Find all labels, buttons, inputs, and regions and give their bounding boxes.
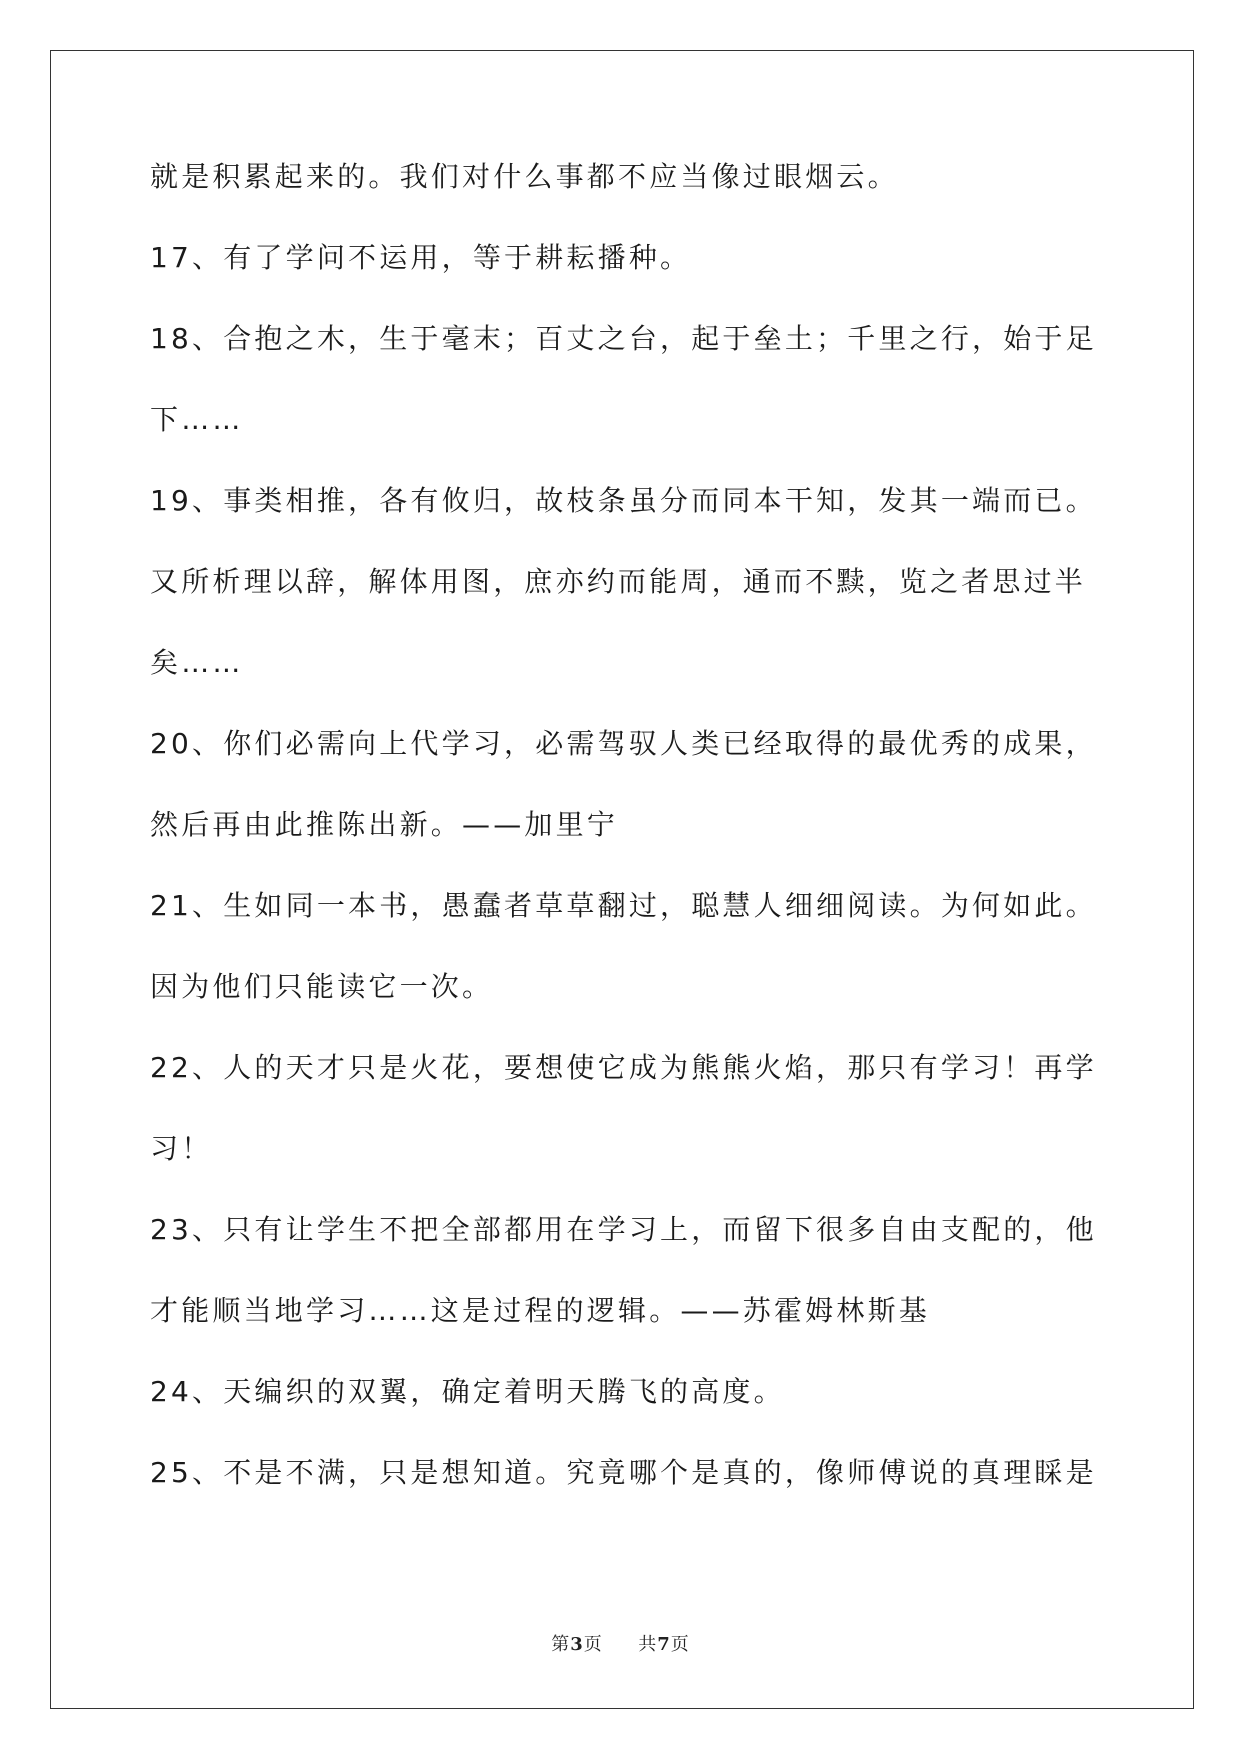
text-line: 22、人的天才只是火花，要想使它成为熊熊火焰，那只有学习！再学 <box>150 1051 1097 1084</box>
text-line: 19、事类相推，各有攸归，故枝条虽分而同本干知，发其一端而已。 <box>150 484 1097 517</box>
text-line: 然后再由此推陈出新。——加里宁 <box>150 808 619 841</box>
text-line: 下…… <box>150 403 244 436</box>
text-line: 17、有了学问不运用，等于耕耘播种。 <box>150 241 692 274</box>
text-line: 24、天编织的双翼，确定着明天腾飞的高度。 <box>150 1375 785 1408</box>
document-body <box>150 160 1095 1537</box>
total-count: 7 <box>657 1634 671 1655</box>
text-line: 就是积累起来的。我们对什么事都不应当像过眼烟云。 <box>150 160 899 193</box>
page-total <box>638 1634 690 1655</box>
page-number <box>551 1634 609 1655</box>
page-footer <box>0 1630 1241 1656</box>
text-line: 25、不是不满，只是想知道。究竟哪个是真的，像师傅说的真理睬是 <box>150 1456 1097 1489</box>
total-unit: 页 <box>670 1634 690 1655</box>
text-line: 20、你们必需向上代学习，必需驾驭人类已经取得的最优秀的成果， <box>150 727 1097 760</box>
text-line: 才能顺当地学习……这是过程的逻辑。——苏霍姆林斯基 <box>150 1294 931 1327</box>
text-line: 矣…… <box>150 646 244 679</box>
page-unit: 页 <box>583 1634 603 1655</box>
total-prefix: 共 <box>638 1634 658 1655</box>
page-prefix: 第 <box>551 1634 571 1655</box>
text-line: 又所析理以辞，解体用图，庶亦约而能周，通而不黩，览之者思过半 <box>150 565 1087 598</box>
text-line: 23、只有让学生不把全部都用在学习上，而留下很多自由支配的，他 <box>150 1213 1097 1246</box>
text-line: 21、生如同一本书，愚蠢者草草翻过，聪慧人细细阅读。为何如此。 <box>150 889 1097 922</box>
text-line: 因为他们只能读它一次。 <box>150 970 494 1003</box>
text-line: 18、合抱之木，生于毫末；百丈之台，起于垒土；千里之行，始于足 <box>150 322 1097 355</box>
text-line: 习！ <box>150 1132 213 1165</box>
page-current: 3 <box>570 1634 584 1655</box>
